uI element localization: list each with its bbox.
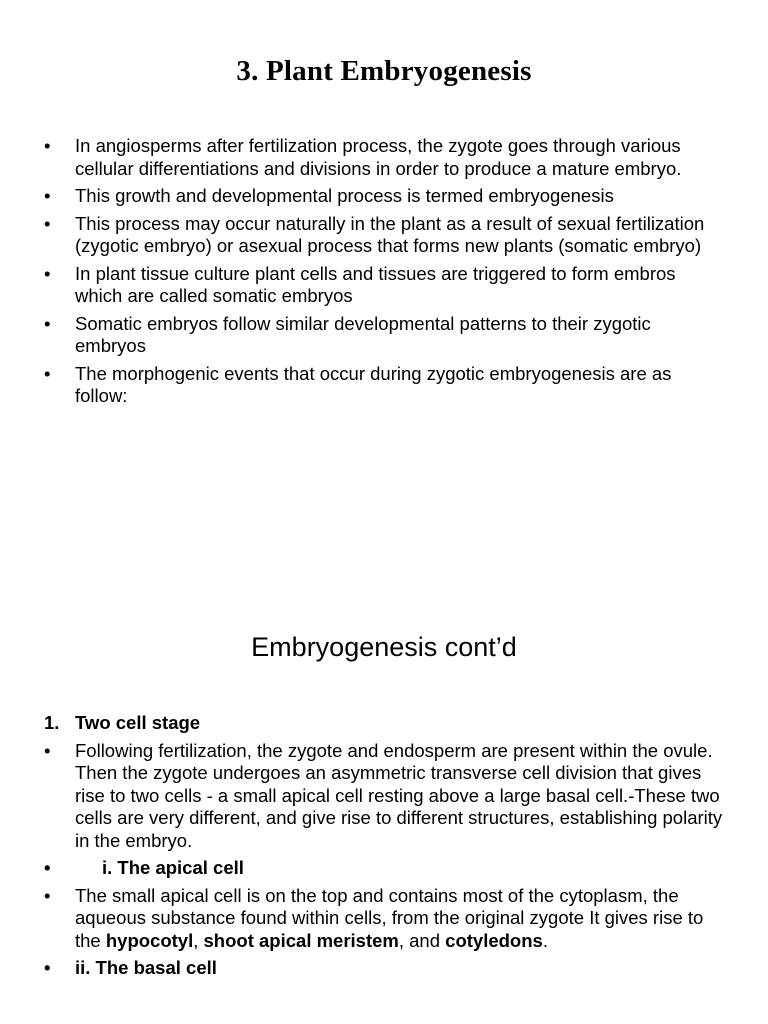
bullet-mark: •	[44, 135, 51, 156]
bullet-mark: •	[44, 957, 51, 978]
list-item: • Somatic embryos follow similar developmental patterns to their zygotic embryos	[44, 312, 651, 356]
stage-number: 1.	[44, 712, 60, 733]
slide1-bullet-list	[44, 135, 724, 413]
term-cotyledons: cotyledons	[445, 929, 543, 951]
list-item: • The small apical cell is on the top and contains most of the cytoplasm, the aqueous substance found within cells, from the original zygote It gives rise to the hypocotyl, shoot apical meristem, and cotyledons.	[44, 884, 704, 951]
stage-heading: 1. Two cell stage	[44, 712, 201, 733]
bullet-mark: •	[44, 857, 51, 878]
bullet-mark: •	[44, 185, 51, 206]
bullet-mark: •	[44, 362, 51, 384]
slide2-title: Embryogenesis cont’d	[251, 632, 517, 662]
term-shoot-apical-meristem: shoot apical meristem	[203, 929, 399, 951]
apical-cell-heading: • i. The apical cell	[44, 857, 244, 878]
bullet-mark: •	[44, 884, 51, 906]
slide-title: 3. Plant Embryogenesis	[236, 55, 532, 87]
bullet-mark: •	[44, 739, 51, 761]
list-item: • Following fertilization, the zygote and endosperm are present within the ovule. Then the zygote undergoes an asymmetric transverse cell division that gives rise to two cells - a small apical cell resting above a large basal cell.-These two cells are very different, and give rise to different structures, establishing polarity in the embryo.	[44, 739, 723, 851]
list-item: • This growth and developmental process is termed embryogenesis	[44, 185, 614, 206]
bullet-mark: •	[44, 312, 51, 334]
list-item: • In angiosperms after fertilization process, the zygote goes through various cellular differentiations and divisions in order to produce a mature embryo.	[44, 135, 682, 179]
slide2-bullet-list	[44, 712, 724, 985]
basal-cell-heading: • ii. The basal cell	[44, 957, 217, 978]
list-item: • This process may occur naturally in the plant as a result of sexual fertilization (zygotic embryo) or asexual process that forms new plants (somatic embryo)	[44, 212, 705, 256]
list-item: • The morphogenic events that occur during zygotic embryogenesis are as follow:	[44, 362, 672, 406]
bullet-mark: •	[44, 262, 51, 284]
term-hypocotyl: hypocotyl	[105, 929, 194, 951]
list-item: • In plant tissue culture plant cells and tissues are triggered to form embros which are called somatic embryos	[44, 262, 676, 306]
bullet-mark: •	[44, 212, 51, 234]
